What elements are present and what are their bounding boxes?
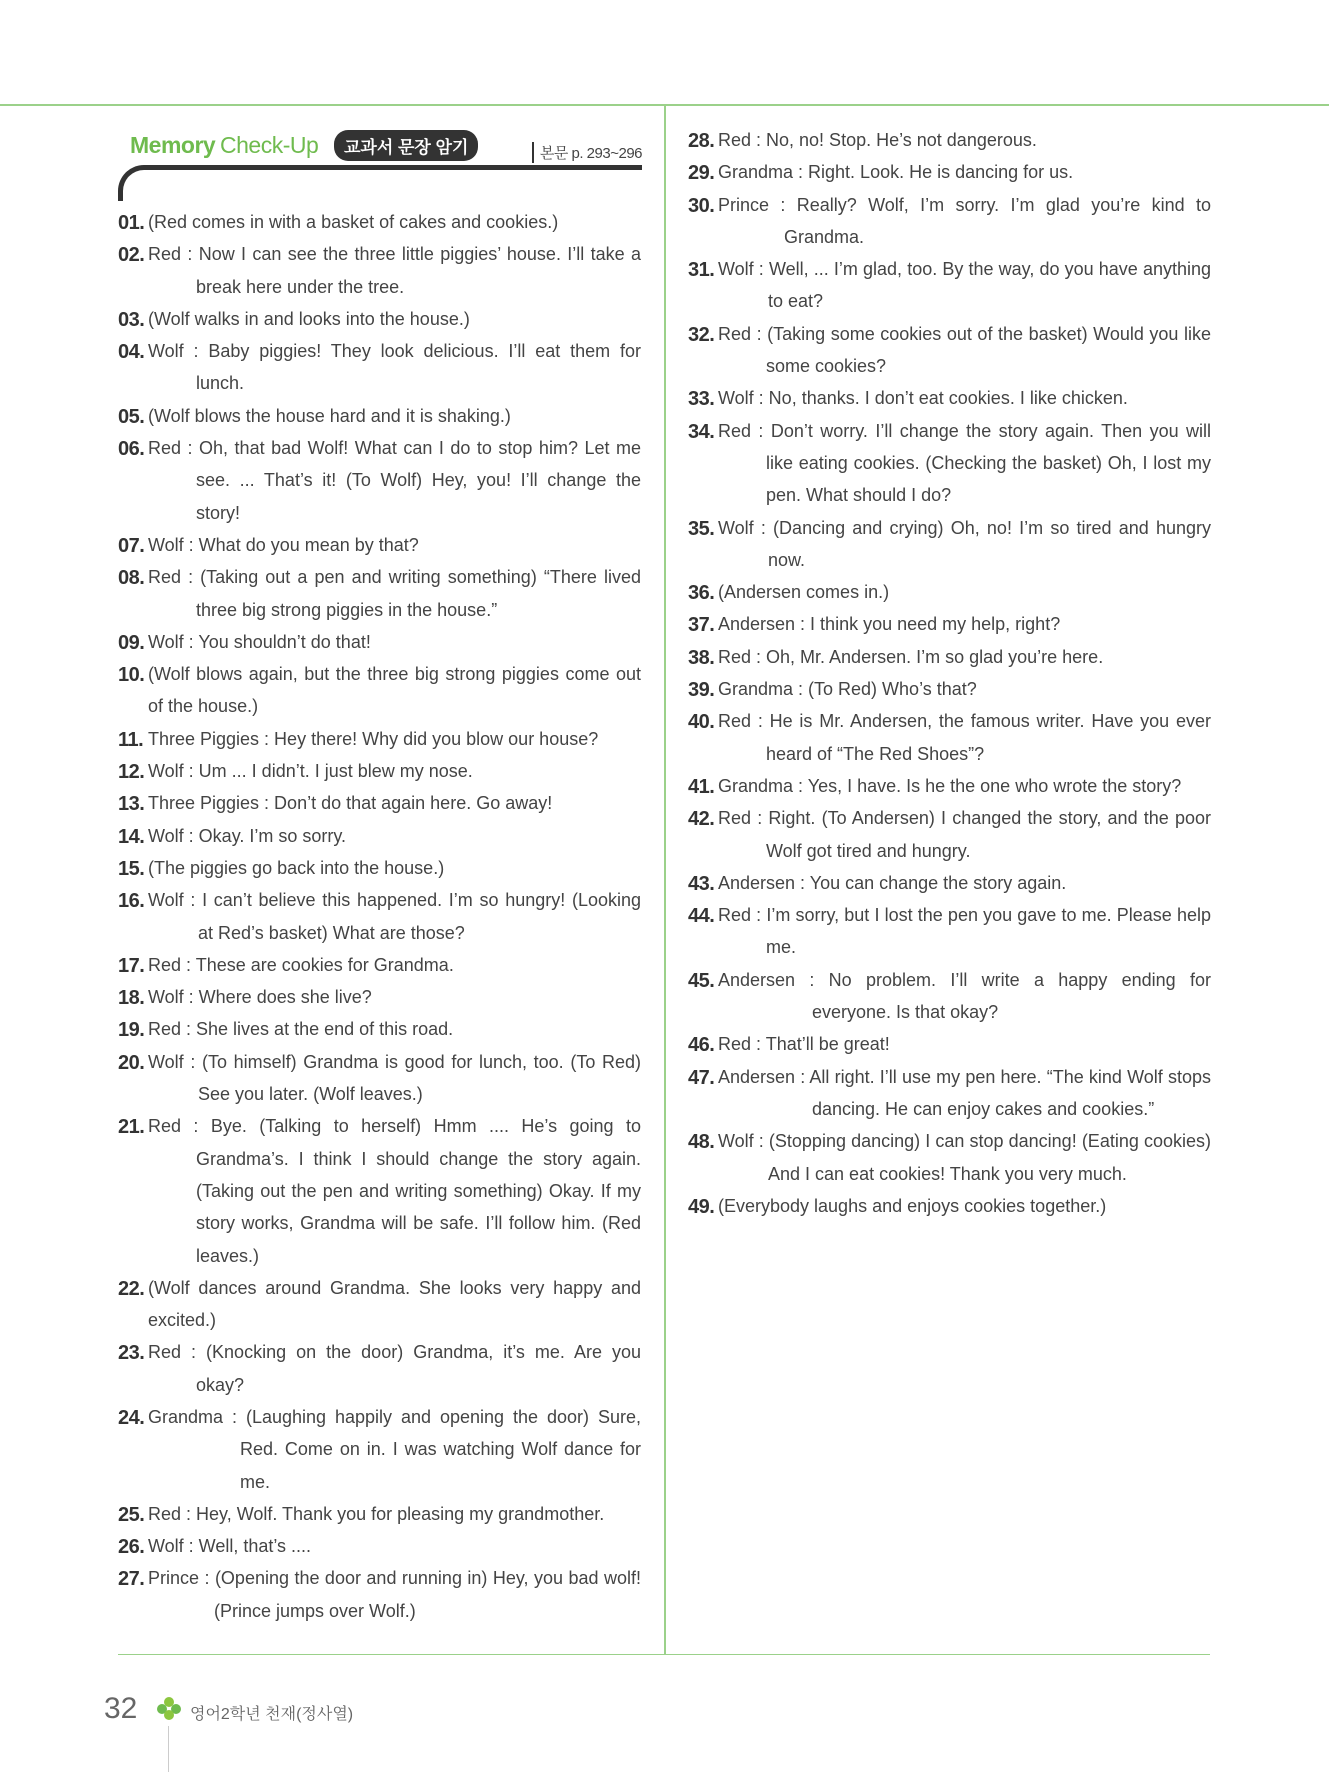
line-number: 10. [118, 664, 145, 687]
line-text: Red : He is Mr. Andersen, the famous writer. Have you ever heard of “The Red Shoes”? [718, 711, 1211, 764]
section-header [130, 130, 642, 170]
line-number: 01. [118, 212, 145, 234]
line-number: 28. [688, 130, 715, 152]
dialogue-line [118, 658, 641, 723]
section-title-bold: Memory [130, 132, 216, 158]
dialogue-line [688, 899, 1211, 964]
line-number: 19. [118, 1019, 145, 1042]
column-divider [664, 104, 666, 1654]
line-number: 20. [118, 1051, 145, 1074]
line-number: 46. [688, 1034, 715, 1057]
line-number: 39. [688, 679, 715, 702]
line-number: 35. [688, 517, 715, 540]
line-number: 16. [118, 890, 145, 913]
line-text: (Red comes in with a basket of cakes and cookies.) [148, 212, 559, 232]
dialogue-line [118, 303, 641, 335]
line-text: Wolf : Okay. I’m so sorry. [148, 825, 347, 846]
line-number: 07. [118, 534, 145, 557]
line-text: Red : Oh, Mr. Andersen. I’m so glad you’re here. [718, 646, 1104, 667]
line-number: 31. [688, 259, 715, 282]
line-number: 18. [118, 987, 145, 1010]
dialogue-line [118, 561, 641, 626]
line-number: 14. [118, 825, 145, 848]
line-text: Wolf : Um ... I didn’t. I just blew my nose. [148, 761, 473, 782]
dialogue-line [118, 1562, 641, 1627]
line-text: Red : (Knocking on the door) Grandma, it’s me. Are you okay? [148, 1342, 641, 1395]
bottom-rule [118, 1654, 1210, 1655]
line-number: 30. [688, 194, 715, 217]
line-text: Wolf : (Stopping dancing) I can stop dancing! (Eating cookies) And I can eat cookies! Thank you very much. [718, 1131, 1211, 1184]
line-number: 21. [118, 1116, 145, 1139]
dialogue-line [688, 608, 1211, 640]
dialogue-line [688, 770, 1211, 802]
dialogue-line [118, 949, 641, 981]
line-number: 42. [688, 808, 715, 831]
line-text: Three Piggies : Don’t do that again here. Go away! [148, 793, 553, 814]
dialogue-line [118, 1336, 641, 1401]
dialogue-line [118, 206, 641, 238]
dialogue-line [118, 238, 641, 303]
line-text: Andersen : All right. I’ll use my pen here. “The kind Wolf stops dancing. He can enjoy cakes and cookies.” [718, 1066, 1211, 1119]
section-badge: 교과서 문장 암기 [334, 130, 478, 161]
line-text: Red : Oh, that bad Wolf! What can I do to stop him? Let me see. ... That’s it! (To Wolf) Hey, you! I’ll change the story! [148, 438, 641, 523]
line-number: 24. [118, 1406, 145, 1429]
line-number: 37. [688, 614, 715, 637]
line-number: 11. [118, 728, 144, 751]
dialogue-line [118, 884, 641, 949]
line-number: 08. [118, 567, 145, 590]
dialogue-line [688, 1125, 1211, 1190]
line-text: Wolf : You shouldn’t do that! [148, 631, 371, 652]
line-text: Wolf : I can’t believe this happened. I’m so hungry! (Looking at Red’s basket) What are those? [148, 890, 641, 943]
line-text: Prince : Really? Wolf, I’m sorry. I’m glad you’re kind to Grandma. [718, 194, 1211, 247]
line-text: Grandma : Right. Look. He is dancing for us. [718, 162, 1074, 183]
dialogue-line [688, 576, 1211, 608]
header-bracket [118, 165, 642, 201]
book-title: 영어2학년 천재(정사열) [190, 1706, 354, 1723]
line-number: 34. [688, 420, 715, 443]
line-number: 15. [118, 857, 145, 880]
line-number: 22. [118, 1277, 145, 1300]
dialogue-line [688, 867, 1211, 899]
dialogue-line [688, 156, 1211, 188]
line-number: 23. [118, 1342, 145, 1365]
line-number: 05. [118, 405, 145, 428]
line-text: Grandma : Yes, I have. Is he the one who wrote the story? [718, 775, 1182, 796]
line-number: 12. [118, 761, 145, 784]
line-text: Wolf : (Dancing and crying) Oh, no! I’m so tired and hungry now. [718, 517, 1211, 570]
line-text: Red : Don’t worry. I’ll change the story again. Then you will like eating cookies. (Checking the basket) Oh, I lost my pen. What should I do? [718, 420, 1211, 506]
line-text: Andersen : No problem. I’ll write a happy ending for everyone. Is that okay? [718, 969, 1211, 1023]
line-number: 45. [688, 969, 715, 992]
line-number: 49. [688, 1195, 715, 1218]
line-text: Wolf : Where does she live? [148, 987, 372, 1008]
dialogue-line [118, 335, 641, 400]
dialogue-line [118, 432, 641, 529]
dialogue-line [688, 318, 1211, 383]
line-number: 06. [118, 438, 145, 461]
line-text: (Andersen comes in.) [718, 582, 890, 603]
line-number: 41. [688, 775, 715, 798]
line-text: Red : Hey, Wolf. Thank you for pleasing my grandmother. [148, 1503, 605, 1524]
line-text: Wolf : Baby piggies! They look delicious. I’ll eat them for lunch. [148, 341, 641, 394]
dialogue-line [118, 1498, 641, 1530]
line-text: Red : (Taking some cookies out of the basket) Would you like some cookies? [718, 323, 1211, 377]
dialogue-line [688, 189, 1211, 254]
dialogue-line [118, 626, 641, 658]
page-number: 32 [104, 1692, 138, 1725]
dialogue-line [118, 820, 641, 852]
line-text: Red : (Taking out a pen and writing something) “There lived three big strong piggies in the house.” [148, 567, 641, 620]
line-text: (The piggies go back into the house.) [148, 857, 445, 878]
line-text: Red : No, no! Stop. He’s not dangerous. [718, 130, 1037, 150]
dialogue-line [118, 1530, 641, 1562]
line-number: 44. [688, 905, 715, 928]
dialogue-line [688, 1190, 1211, 1222]
section-title-light: Check-Up [220, 132, 319, 158]
line-number: 36. [688, 582, 715, 605]
dialogue-line [118, 1046, 641, 1111]
dialogue-line [118, 1401, 641, 1498]
line-text: (Wolf dances around Grandma. She looks very happy and excited.) [148, 1277, 641, 1331]
dialogue-line [118, 787, 641, 819]
line-number: 17. [118, 954, 145, 977]
dialogue-line [688, 512, 1211, 577]
dialogue-line [688, 964, 1211, 1029]
line-number: 09. [118, 631, 145, 654]
line-number: 40. [688, 711, 715, 734]
line-number: 25. [118, 1503, 145, 1526]
line-text: Red : These are cookies for Grandma. [148, 954, 454, 975]
line-number: 33. [688, 388, 715, 411]
line-text: Red : That’ll be great! [718, 1034, 890, 1055]
line-text: (Wolf blows the house hard and it is shaking.) [148, 405, 511, 426]
left-column [118, 206, 641, 1627]
dialogue-line [118, 529, 641, 561]
line-text: Red : Now I can see the three little piggies’ house. I’ll take a break here under the tree. [148, 244, 641, 297]
dialogue-line [688, 124, 1211, 156]
dialogue-line [118, 723, 641, 755]
line-text: Wolf : (To himself) Grandma is good for lunch, too. (To Red) See you later. (Wolf leaves.) [148, 1051, 641, 1105]
line-text: (Wolf walks in and looks into the house.) [148, 308, 470, 329]
dialogue-line [688, 415, 1211, 512]
line-text: (Everybody laughs and enjoys cookies together.) [718, 1195, 1107, 1216]
line-text: Prince : (Opening the door and running in) Hey, you bad wolf! (Prince jumps over Wolf.) [148, 1568, 641, 1621]
dialogue-line [118, 1110, 641, 1271]
dialogue-line [688, 382, 1211, 414]
dialogue-line [688, 641, 1211, 673]
dialogue-line [118, 400, 641, 432]
line-text: Wolf : Well, that’s .... [148, 1536, 312, 1557]
line-text: Wolf : No, thanks. I don’t eat cookies. I like chicken. [718, 388, 1128, 409]
line-text: (Wolf blows again, but the three big strong piggies come out of the house.) [148, 664, 641, 717]
footer-divider [168, 1726, 169, 1772]
line-number: 43. [688, 872, 715, 895]
dialogue-line [688, 1061, 1211, 1126]
dialogue-line [688, 253, 1211, 318]
line-text: Red : Right. (To Andersen) I changed the story, and the poor Wolf got tired and hungry. [718, 808, 1211, 861]
line-text: Grandma : (Laughing happily and opening the door) Sure, Red. Come on in. I was watching Wolf dance for me. [148, 1406, 641, 1492]
line-number: 32. [688, 323, 715, 346]
line-number: 38. [688, 646, 715, 669]
right-column [688, 124, 1211, 1222]
dialogue-line [688, 705, 1211, 770]
line-number: 27. [118, 1568, 145, 1591]
line-number: 26. [118, 1536, 145, 1559]
line-text: Three Piggies : Hey there! Why did you blow our house? [148, 728, 599, 749]
line-number: 48. [688, 1131, 715, 1154]
dialogue-line [688, 1028, 1211, 1060]
dialogue-line [118, 755, 641, 787]
dialogue-line [118, 981, 641, 1013]
line-text: Wolf : Well, ... I’m glad, too. By the way, do you have anything to eat? [718, 259, 1211, 312]
line-text: Red : I’m sorry, but I lost the pen you gave to me. Please help me. [718, 905, 1211, 958]
dialogue-line [118, 1013, 641, 1045]
page-reference: 본문 p. 293~296 [532, 142, 642, 163]
line-number: 04. [118, 341, 145, 364]
dialogue-line [688, 673, 1211, 705]
line-number: 02. [118, 244, 145, 267]
line-text: Red : She lives at the end of this road. [148, 1019, 454, 1040]
line-text: Grandma : (To Red) Who’s that? [718, 679, 977, 700]
dialogue-line [688, 802, 1211, 867]
line-number: 47. [688, 1066, 715, 1089]
line-text: Andersen : I think you need my help, right? [718, 614, 1061, 635]
dialogue-line [118, 1272, 641, 1337]
line-text: Red : Bye. (Talking to herself) Hmm .... He’s going to Grandma’s. I think I should change the story again. (Taking out the pen and writing something) Okay. If my story works, Grandma will be safe. I’ll follow him. (Red leaves.) [148, 1116, 641, 1266]
line-number: 13. [118, 793, 145, 816]
line-number: 29. [688, 162, 715, 185]
line-text: Wolf : What do you mean by that? [148, 534, 419, 555]
line-text: Andersen : You can change the story again. [718, 872, 1067, 893]
line-number: 03. [118, 308, 145, 331]
clover-icon [156, 1695, 182, 1725]
dialogue-line [118, 852, 641, 884]
